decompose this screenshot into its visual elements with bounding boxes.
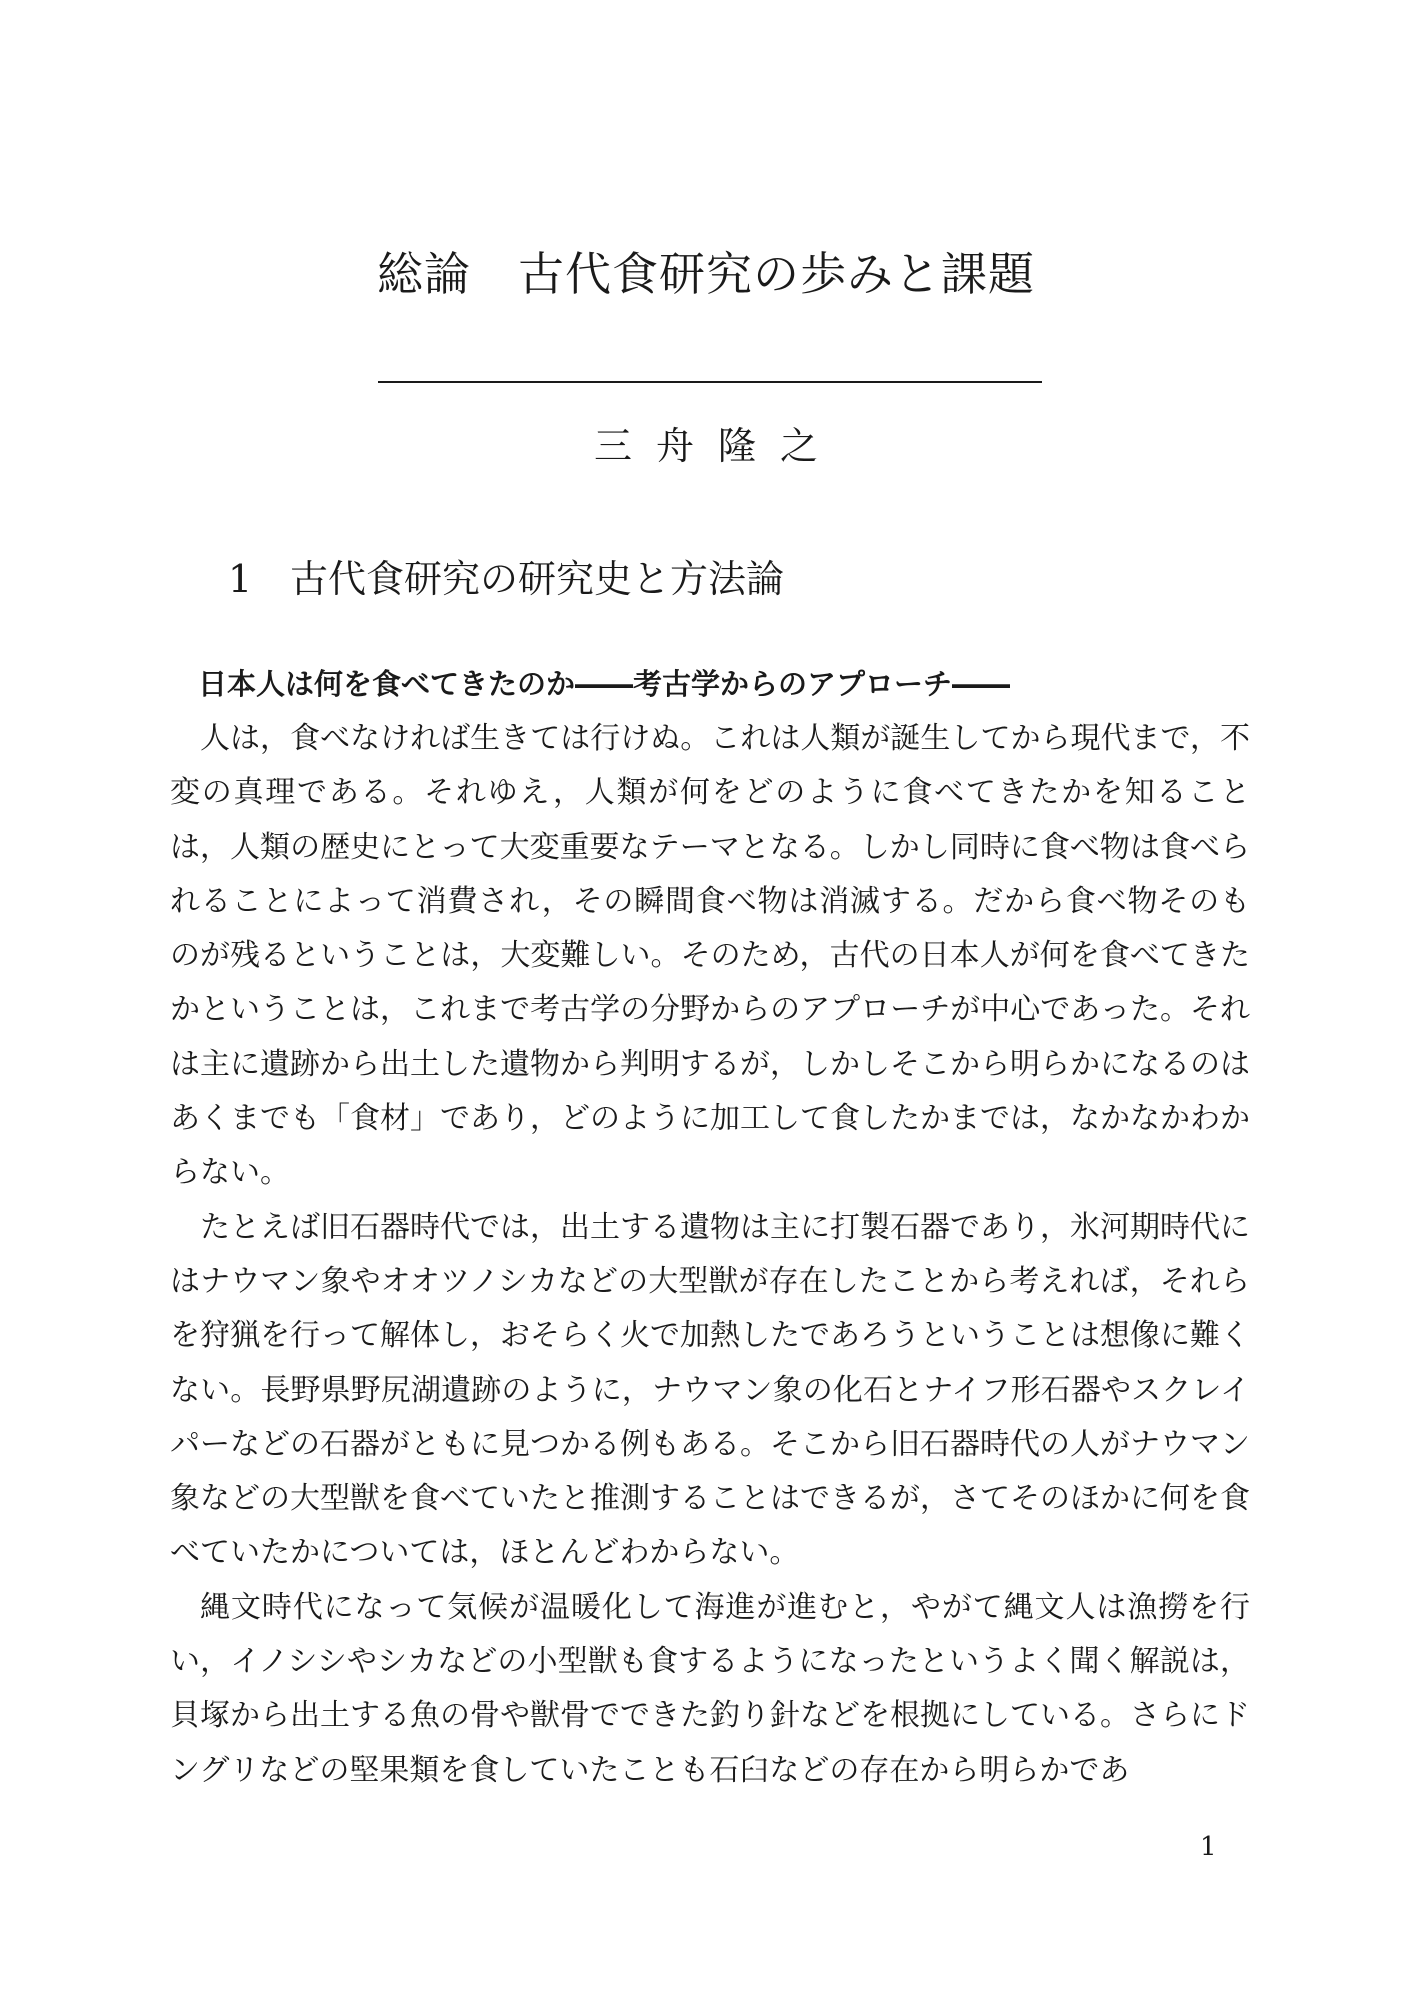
paper-title: 総論 古代食研究の歩みと課題 xyxy=(377,247,1035,301)
section-number: 1 xyxy=(228,557,253,601)
author-name: 三舟隆之 xyxy=(593,424,842,468)
page-number: 1 xyxy=(1200,1832,1217,1862)
subsection-heading: 日本人は何を食べてきたのか――考古学からのアプローチ―― xyxy=(198,667,1011,701)
section-title: 古代食研究の研究史と方法論 xyxy=(290,557,785,601)
paragraph: 縄文時代になって気候が温暖化して海進が進むと，やがて縄文人は漁撈を行い，イノシシやシカなどの小型獣も食するようになったというよく聞く解説は，貝塚から出土する魚の骨や獣骨でできた釣り針などを根拠にしている。さらにドングリなどの堅果類を食していたことも石臼などの存在から明らかであ xyxy=(170,1589,1250,1788)
paragraph: たとえば旧石器時代では，出土する遺物は主に打製石器であり，氷河期時代にはナウマン象やオオツノシカなどの大型獣が存在したことから考えれば，それらを狩猟を行って解体し，おそらく火で加熱したであろうということは想像に難くない。長野県野尻湖遺跡のように，ナウマン象の化石とナイフ形石器やスクレイパーなどの石器がともに見つかる例もある。そこから旧石器時代の人がナウマン象などの大型獣を食べていたと推測することはできるが，さてそのほかに何を食べていたかについては，ほとんどわからない。 xyxy=(170,1209,1250,1571)
section-heading xyxy=(228,548,784,603)
body-text xyxy=(170,712,1250,1798)
title-divider xyxy=(378,381,1042,383)
paragraph: 人は，食べなければ生きては行けぬ。これは人類が誕生してから現代まで，不変の真理である。それゆえ，人類が何をどのように食べてきたかを知ることは，人類の歴史にとって大変重要なテーマとなる。しかし同時に食べ物は食べられることによって消費され，その瞬間食べ物は消滅する。だから食べ物そのものが残るということは，大変難しい。そのため，古代の日本人が何を食べてきたかということは，これまで考古学の分野からのアプローチが中心であった。それは主に遺跡から出土した遺物から判明するが，しかしそこから明らかになるのはあくまでも「食材」であり，どのように加工して食したかまでは，なかなかわからない。 xyxy=(170,721,1250,1191)
